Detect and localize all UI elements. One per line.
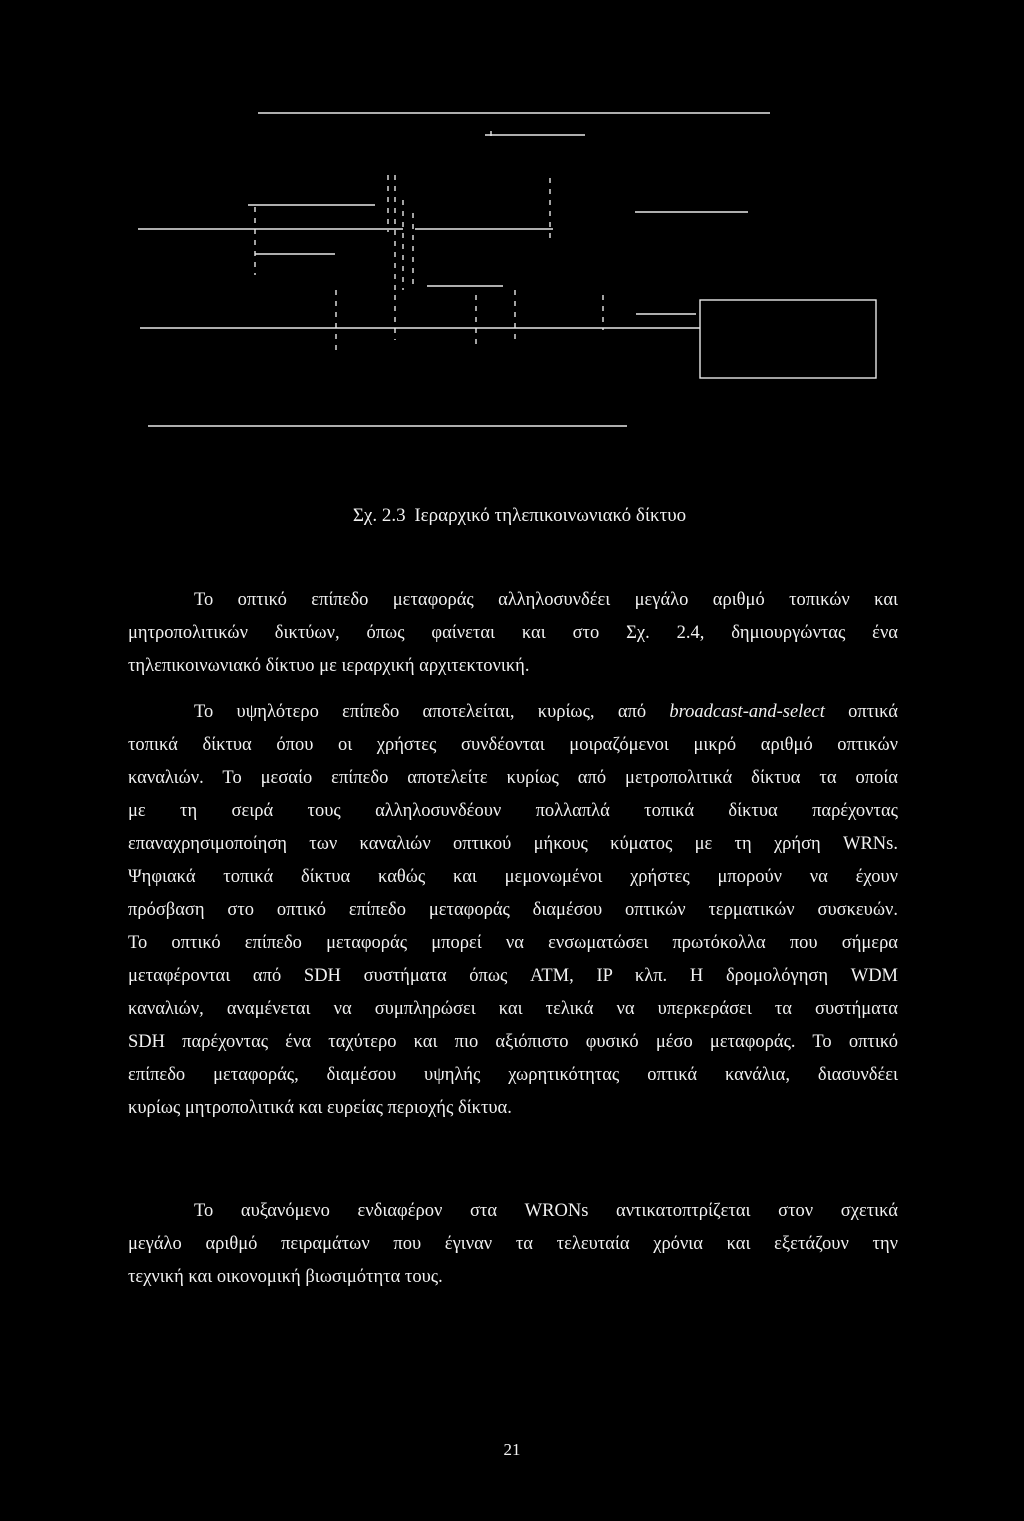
paragraph-line: επίπεδο μεταφοράς, διαμέσου υψηλής χωρητικότητας οπτικά κανάλια, διασυνδέει [128, 1065, 898, 1085]
paragraph-line: με τη σειρά τους αλληλοσυνδέουν πολλαπλά τοπικά δίκτυα παρέχοντας [128, 801, 898, 821]
hierarchical-network-figure [0, 0, 1024, 440]
paragraph-line: μεγάλο αριθμό πειραμάτων που έγιναν τα τελευταία χρόνια και εξετάζουν την [128, 1234, 898, 1254]
text-run: Το υψηλότερο επίπεδο αποτελείται, κυρίως, από [194, 702, 670, 722]
paragraph-1 [128, 584, 898, 683]
paragraph-line: Το αυξανόμενο ενδιαφέρον στα WRONs αντικατοπτρίζεται στον σχετικά [194, 1201, 898, 1221]
paragraph-line: τηλεπικοινωνιακό δίκτυο με ιεραρχική αρχιτεκτονική. [128, 656, 530, 676]
italic-term: broadcast-and-select [669, 702, 825, 722]
paragraph-line: καναλιών, αναμένεται να συμπληρώσει και τελικά να υπερκεράσει τα συστήματα [128, 999, 898, 1019]
paragraph-line: επαναχρησιμοποίηση των καναλιών οπτικού μήκους κύματος με τη χρήση WRNs. [128, 834, 898, 854]
paragraph-3 [128, 1195, 898, 1294]
page-number: 21 [503, 1440, 521, 1459]
paragraph-line: SDH παρέχοντας ένα ταχύτερο και πιο αξιόπιστο φυσικό μέσο μεταφοράς. Το οπτικό [128, 1032, 898, 1052]
paragraph-2 [128, 696, 898, 1125]
paragraph-line: Ψηφιακά τοπικά δίκτυα καθώς και μεμονωμένοι χρήστες μπορούν να έχουν [128, 867, 898, 887]
paragraph-line: Το οπτικό επίπεδο μεταφοράς μπορεί να ενσωματώσει πρωτόκολλα που σήμερα [128, 933, 898, 953]
paragraph-line: καναλιών. Το μεσαίο επίπεδο αποτελείτε κυρίως από μετροπολιτικά δίκτυα τα οποία [128, 768, 898, 788]
paragraph-line: τοπικά δίκτυα όπου οι χρήστες συνδέονται μοιραζόμενοι μικρό αριθμό οπτικών [128, 735, 898, 755]
terminal-box [700, 300, 876, 378]
caption-number: Σχ. 2.3 [352, 505, 406, 526]
paragraph-line: κυρίως μητροπολιτικά και ευρείας περιοχής δίκτυα. [128, 1098, 512, 1118]
caption-text: Ιεραρχικό τηλεπικοινωνιακό δίκτυο [414, 505, 687, 526]
figure-caption [0, 505, 1024, 527]
text-run: οπτικά [824, 702, 898, 722]
paragraph-line: μητροπολιτικών δικτύων, όπως φαίνεται και στο Σχ. 2.4, δημιουργώντας ένα [128, 623, 898, 643]
paragraph-line: μεταφέρονται από SDH συστήματα όπως ATM, IP κλπ. Η δρομολόγηση WDM [128, 966, 898, 986]
paragraph-line: τεχνική και οικονομική βιωσιμότητα τους. [128, 1267, 443, 1287]
paragraph-line: Το οπτικό επίπεδο μεταφοράς αλληλοσυνδέει μεγάλο αριθμό τοπικών και [194, 590, 898, 610]
paragraph-line [128, 696, 898, 729]
paragraph-line: πρόσβαση στο οπτικό επίπεδο μεταφοράς διαμέσου οπτικών τερματικών συσκευών. [128, 900, 898, 920]
